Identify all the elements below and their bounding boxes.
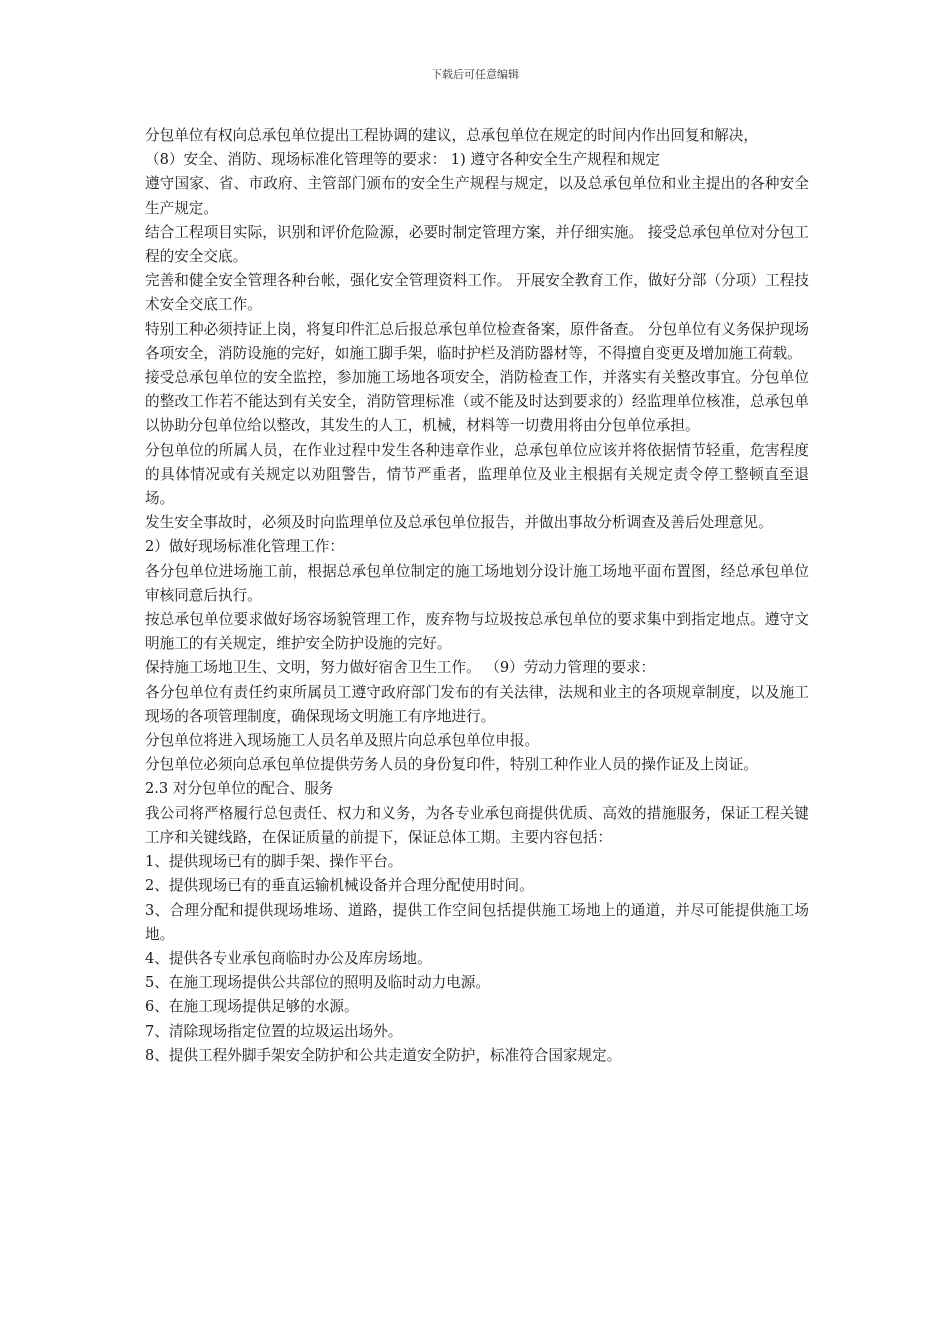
section-heading: 2.3 对分包单位的配合、服务 [145, 780, 334, 798]
paragraph: 按总承包单位要求做好场容场貌管理工作，废弃物与垃圾按总承包单位的要求集中到指定地点。遵守文明施工的有关规定，维护安全防护设施的完好。 [145, 611, 809, 653]
paragraph: 结合工程项目实际，识别和评价危险源，必要时制定管理方案，并仔细实施。 接受总承包单位对分包工程的安全交底。 [145, 223, 809, 266]
list-item: 8、提供工程外脚手架安全防护和公共走道安全防护，标准符合国家规定。 [145, 1046, 622, 1064]
paragraph: 保持施工场地卫生、文明，努力做好宿舍卫生工作。 （9）劳动力管理的要求： [145, 659, 656, 677]
paragraph: （8）安全、消防、现场标准化管理等的要求： 1) 遵守各种安全生产规程和规定 [145, 151, 661, 169]
paragraph: 发生安全事故时，必须及时向监理单位及总承包单位报告，并做出事故分析调查及善后处理意见。 [145, 514, 773, 532]
document-body [145, 124, 809, 1068]
list-item: 5、在施工现场提供公共部位的照明及临时动力电源。 [145, 974, 490, 992]
paragraph: 各分包单位进场施工前，根据总承包单位制定的施工场地划分设计施工场地平面布置图，经总承包单位审核同意后执行。 [145, 562, 809, 604]
list-item: 4、提供各专业承包商临时办公及库房场地。 [145, 949, 432, 967]
page-header: 下载后可任意编辑 [431, 68, 519, 81]
paragraph: 分包单位必须向总承包单位提供劳务人员的身份复印件，特别工种作业人员的操作证及上岗证。 [145, 756, 758, 774]
paragraph: 各分包单位有责任约束所属员工遵守政府部门发布的有关法律，法规和业主的各项规章制度，以及施工现场的各项管理制度，确保现场文明施工有序地进行。 [145, 683, 809, 725]
list-item: 7、清除现场指定位置的垃圾运出场外。 [145, 1022, 403, 1040]
paragraph: 我公司将严格履行总包责任、权力和义务，为各专业承包商提供优质、高效的措施服务，保证工程关键工序和关键线路，在保证质量的前提下，保证总体工期。主要内容包括： [145, 804, 809, 846]
paragraph: 2）做好现场标准化管理工作： [145, 538, 345, 556]
list-item: 2、提供现场已有的垂直运输机械设备并合理分配使用时间。 [145, 877, 534, 895]
paragraph: 遵守国家、省、市政府、主管部门颁布的安全生产规程与规定，以及总承包单位和业主提出的各种安全生产规定。 [145, 175, 809, 217]
paragraph: 特别工种必须持证上岗，将复印件汇总后报总承包单位检查备案，原件备查。 分包单位有义务保护现场各项安全，消防设施的完好，如施工脚手架，临时护栏及消防器材等，不得擅自变更及增加施工荷载。 [145, 320, 809, 362]
paragraph: 分包单位的所属人员，在作业过程中发生各种违章作业，总承包单位应该并将依据情节轻重，危害程度的具体情况或有关规定以劝阻警告，情节严重者，监理单位及业主根据有关规定责令停工整顿直至退场。 [145, 441, 809, 508]
paragraph: 接受总承包单位的安全监控，参加施工场地各项安全，消防检查工作，并落实有关整改事宜。分包单位的整改工作若不能达到有关安全，消防管理标准（或不能及时达到要求的）经监理单位核准，总承包单以协助分包单位给以整改，其发生的人工，机械，材料等一切费用将由分包单位承担。 [145, 369, 809, 435]
paragraph: 完善和健全安全管理各种台帐，强化安全管理资料工作。 开展安全教育工作，做好分部（分项）工程技术安全交底工作。 [145, 272, 809, 314]
list-item: 1、提供现场已有的脚手架、操作平台。 [145, 853, 403, 871]
list-item: 3、合理分配和提供现场堆场、道路，提供工作空间包括提供施工场地上的通道，并尽可能提供施工场地。 [145, 901, 809, 943]
paragraph: 分包单位将进入现场施工人员名单及照片向总承包单位申报。 [145, 732, 540, 750]
paragraph: 分包单位有权向总承包单位提出工程协调的建议，总承包单位在规定的时间内作出回复和解决， [145, 127, 758, 144]
list-item: 6、在施工现场提供足够的水源。 [145, 998, 359, 1016]
